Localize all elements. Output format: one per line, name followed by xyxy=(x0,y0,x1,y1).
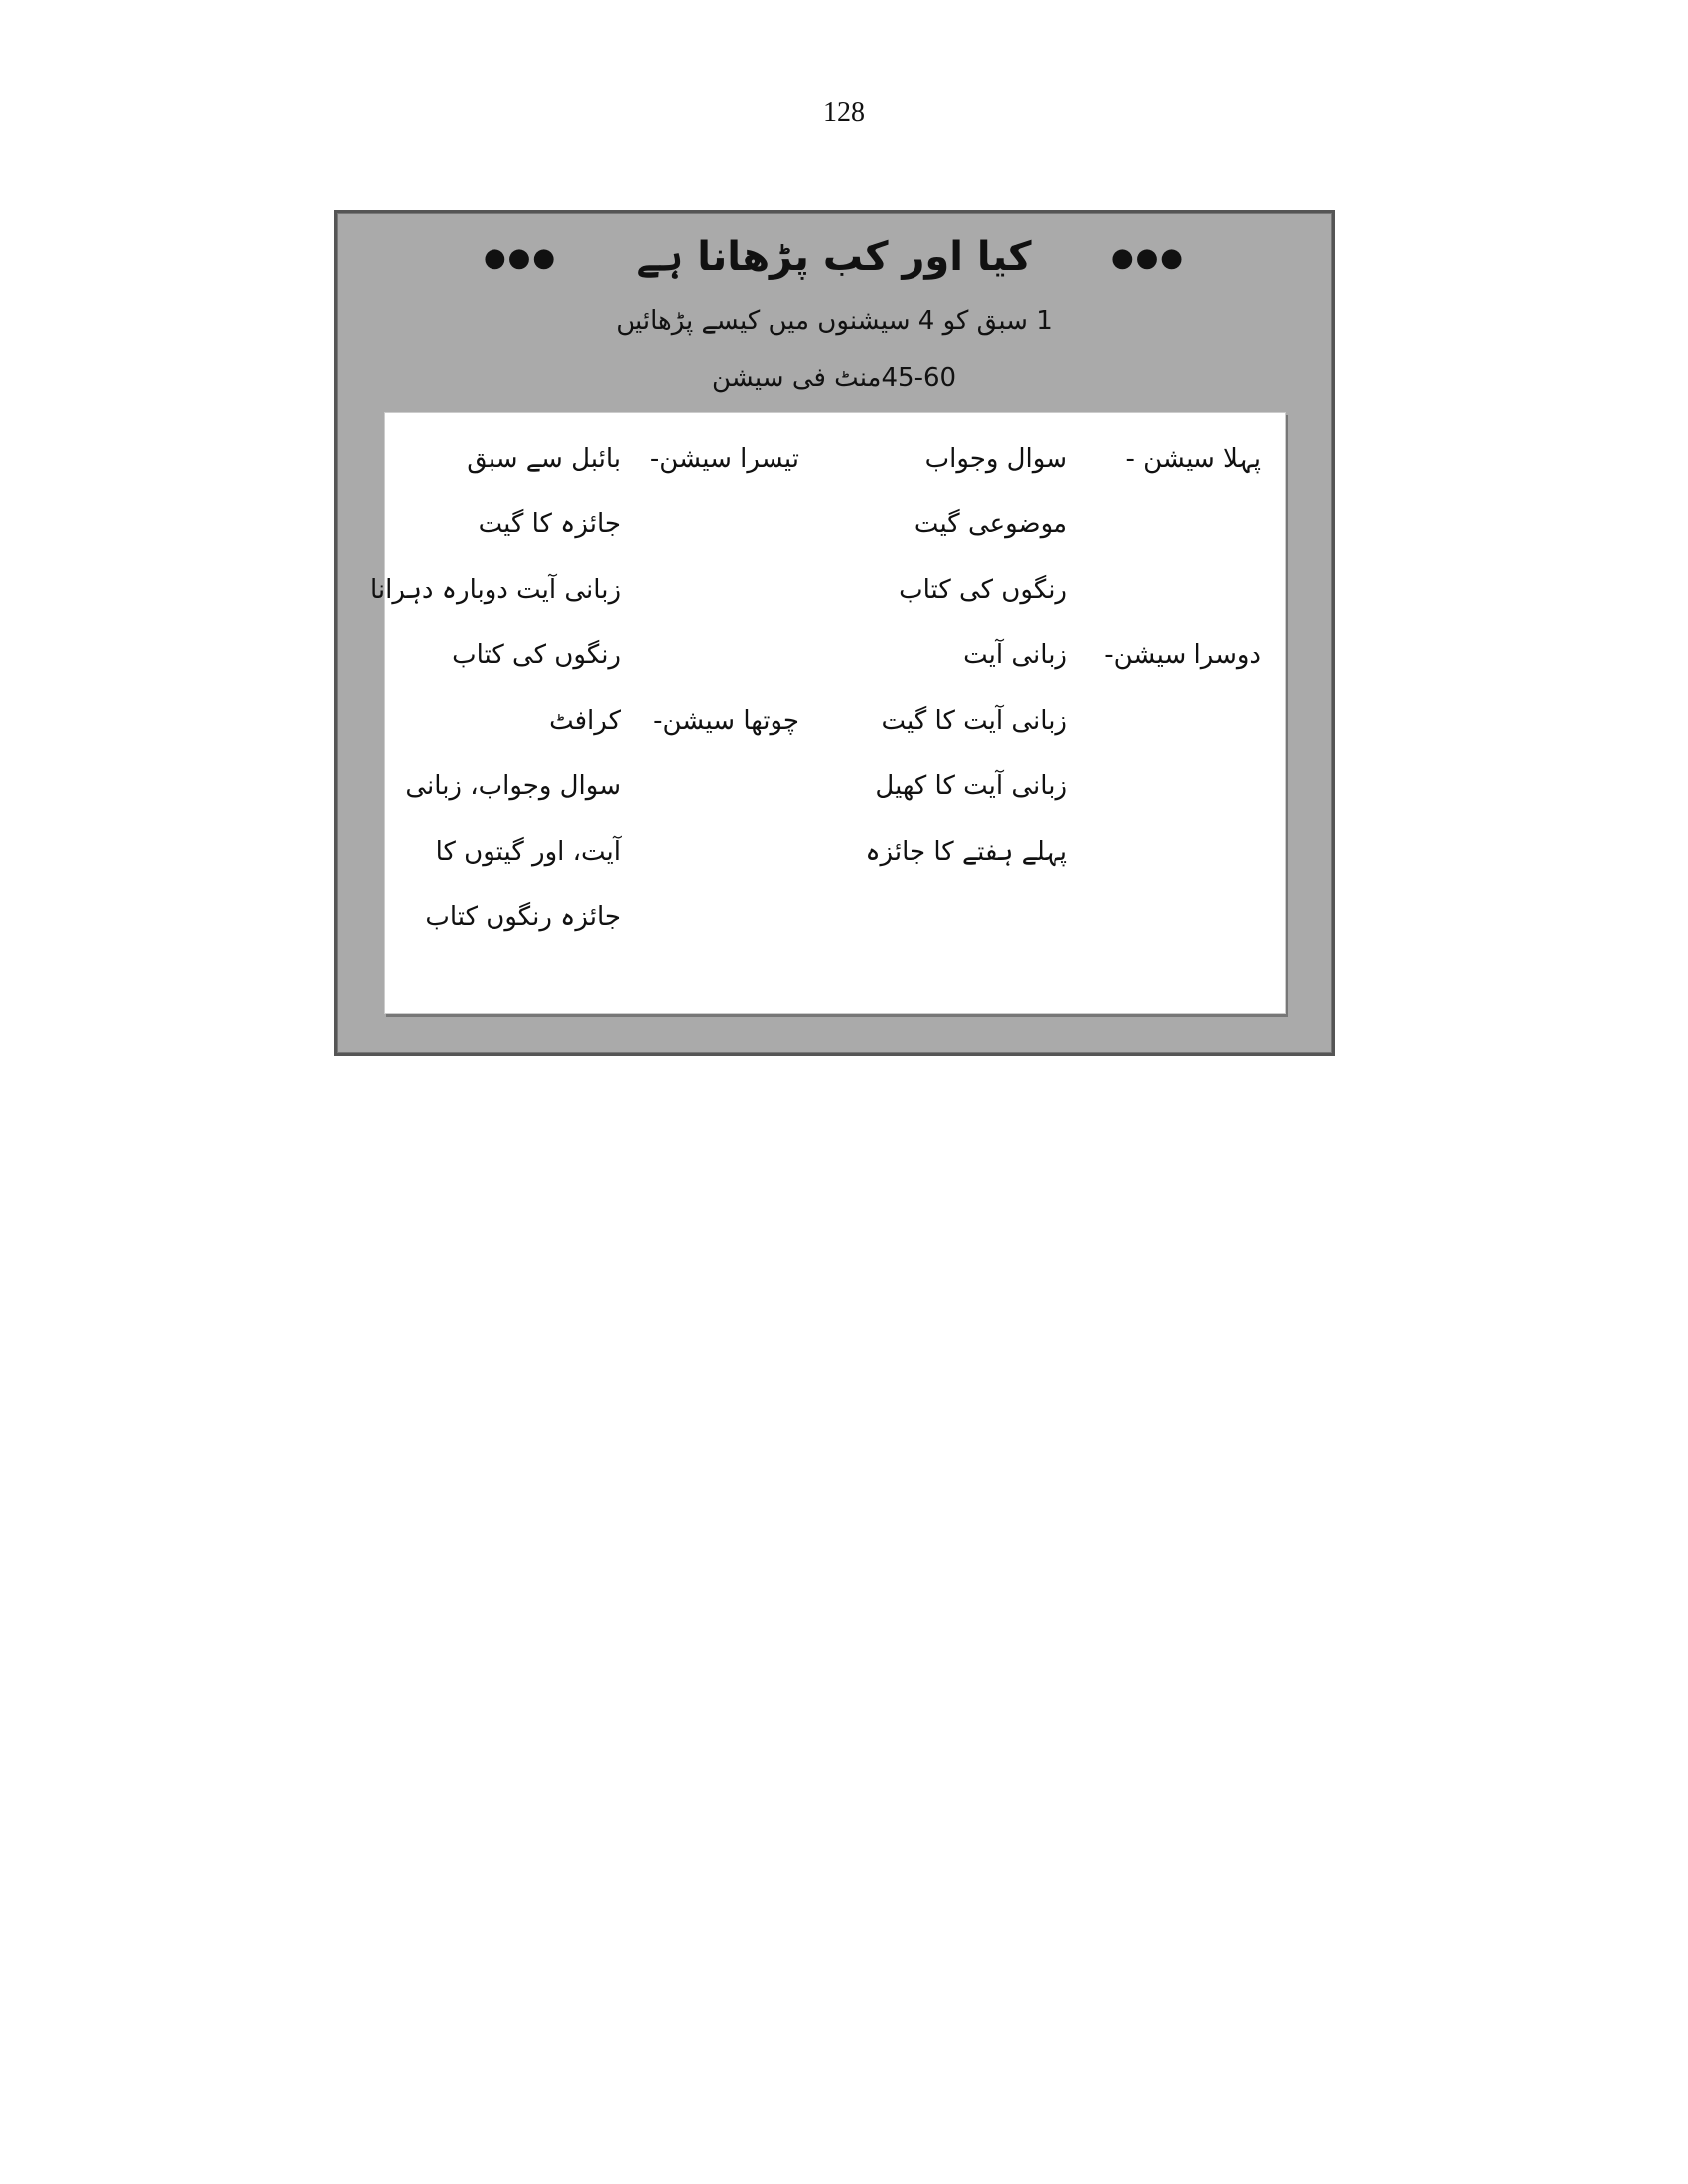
sessions-panel xyxy=(369,412,1286,1014)
session-4-label: چوتھا سیشن- xyxy=(653,706,799,736)
box-subtitle: 1 سبق کو 4 سیشنوں میں کیسے پڑھائیں xyxy=(616,306,1053,336)
decorative-dots-left: ●●● xyxy=(484,243,558,273)
session-duration: 45-60منٹ فی سیشن xyxy=(711,363,957,393)
session-2-item: زبانی آیت کا کھیل xyxy=(875,771,1067,801)
session-2-item: پہلے ہفتے کا جائزہ xyxy=(865,837,1067,867)
session-3-item: رنگوں کی کتاب xyxy=(452,640,621,670)
session-3-label: تیسرا سیشن- xyxy=(649,444,799,474)
box-title: کیا اور کب پڑھانا ہے xyxy=(636,234,1032,280)
session-4-item: جائزہ رنگوں کتاب xyxy=(425,902,621,932)
session-1-item: موضوعی گیت xyxy=(914,509,1067,539)
session-2-label: دوسرا سیشن- xyxy=(1104,640,1261,670)
session-2-item: زبانی آیت xyxy=(963,640,1067,670)
decorative-dots-right: ●●● xyxy=(1110,243,1185,273)
session-3-item: زبانی آیت دوبارہ دہرانا xyxy=(369,575,621,605)
session-3-item: جائزہ کا گیت xyxy=(478,509,621,539)
page-number: 128 xyxy=(823,97,865,128)
session-1-item: سوال وجواب xyxy=(924,444,1067,474)
session-1-item: رنگوں کی کتاب xyxy=(899,575,1067,605)
session-2-item: زبانی آیت کا گیت xyxy=(881,706,1067,736)
session-3-item: بائبل سے سبق xyxy=(467,444,621,474)
session-4-item: کرافٹ xyxy=(549,706,621,736)
lesson-plan-box xyxy=(334,210,1335,1056)
session-1-label: پہلا سیشن - xyxy=(1125,444,1261,474)
session-4-item: سوال وجواب، زبانی xyxy=(405,771,621,801)
session-4-item: آیت، اور گیتوں کا xyxy=(435,837,621,867)
